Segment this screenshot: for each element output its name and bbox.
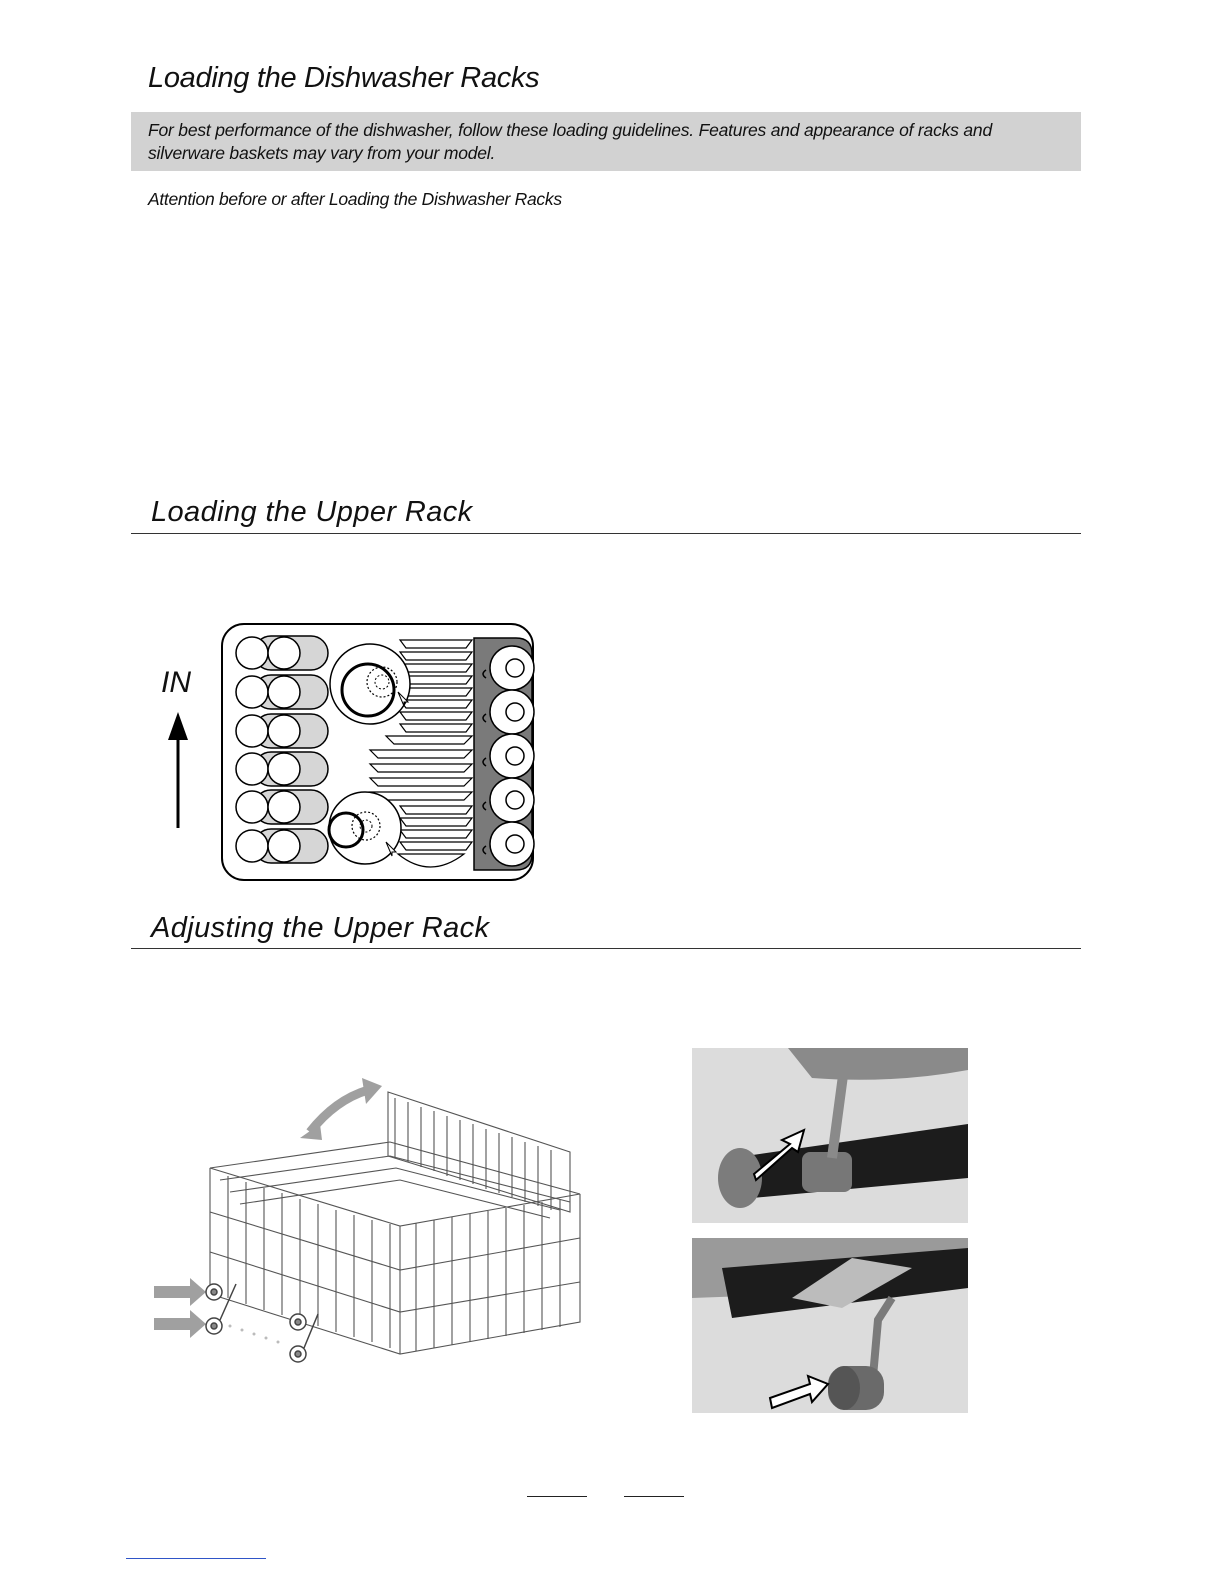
photo-rack-wheel (692, 1238, 968, 1413)
direction-label: IN (161, 666, 191, 699)
page-number-line-right (624, 1496, 684, 1497)
section-title-adjusting-upper-rack: Adjusting the Upper Rack (151, 912, 490, 944)
intro-banner (131, 112, 1081, 171)
bowl-large (330, 644, 410, 724)
section-title-loading-upper-rack: Loading the Upper Rack (151, 496, 473, 528)
latch-photo-art (692, 1048, 968, 1223)
upper-rack-loading-diagram (220, 622, 536, 882)
section-divider (131, 533, 1081, 534)
intro-text: For best performance of the dishwasher, follow these loading guidelines. Features and appearance of racks and silverware baskets may vary from your model. (148, 120, 992, 163)
attention-heading: Attention before or after Loading the Dishwasher Racks (148, 189, 562, 209)
wheel-photo-art (692, 1238, 968, 1413)
section-divider (131, 948, 1081, 949)
page-title: Loading the Dishwasher Racks (148, 62, 540, 94)
upper-rack-illustration (150, 1072, 590, 1372)
photo-rack-latch (692, 1048, 968, 1223)
page-number-line-left (527, 1496, 587, 1497)
footer-link-underline (126, 1558, 266, 1559)
bowl-small (329, 792, 401, 864)
direction-arrow-icon (166, 712, 192, 830)
